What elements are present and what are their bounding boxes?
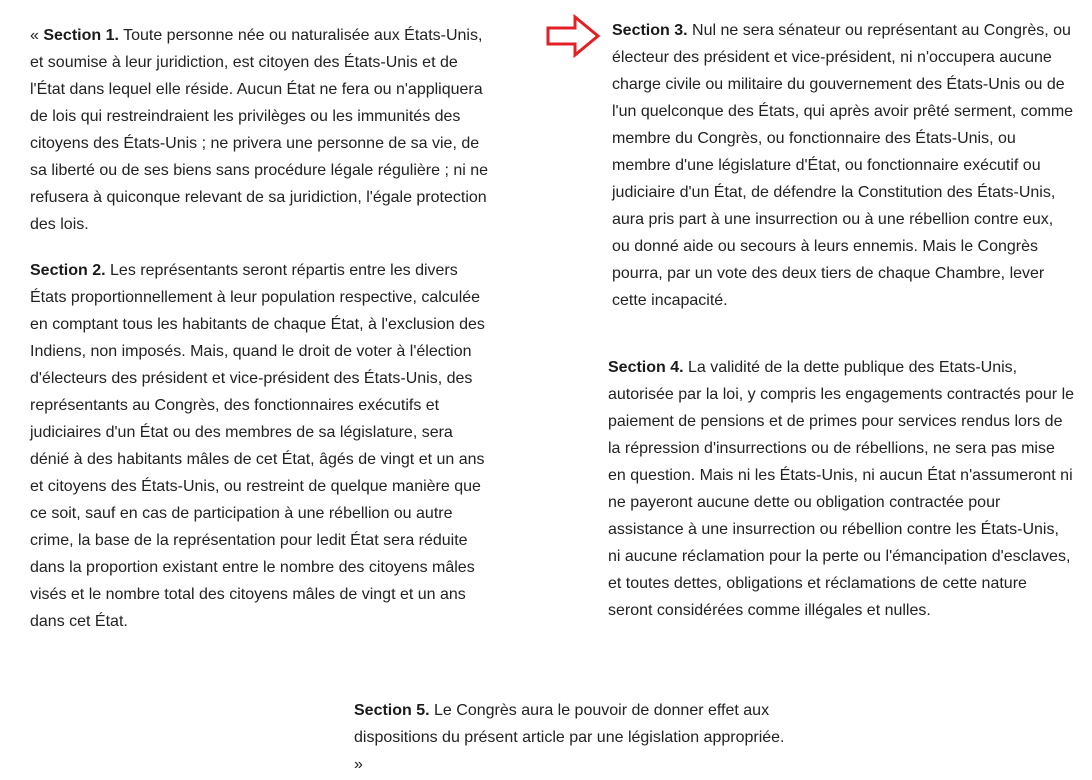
section-3-heading: Section 3. bbox=[612, 22, 688, 39]
closing-quote: » bbox=[354, 756, 363, 773]
opening-quote: « bbox=[30, 27, 44, 44]
section-1-text: Toute personne née ou naturalisée aux États-Unis, et soumise à leur juridiction, est citoyen des États-Unis et de l'État dans lequel elle réside. Aucun État ne fera ou n'appliquera de lois qui restreindraient les privilèges ou les immunités des citoyens des États-Unis ; ne privera une personne de sa vie, de sa liberté ou de ses biens sans procédure légale régulière ; ni ne refusera à quiconque relevant de sa juridiction, l'égale protection des lois. bbox=[30, 27, 489, 233]
section-2-paragraph bbox=[30, 257, 496, 635]
section-5-heading: Section 5. bbox=[354, 702, 430, 719]
section-3-text: Nul ne sera sénateur ou représentant au Congrès, ou électeur des président et vice-président, ni n'occupera aucune charge civile ou militaire du gouvernement des États-Unis ou de l'un quelconque des États, qui après avoir prêté serment, comme membre du Congrès, ou fonctionnaire des États-Unis, ou membre d'une législature d'État, ou fonctionnaire exécutif ou judiciaire d'un État, de défendre la Constitution des États-Unis, aura pris part à une insurrection ou à une rébellion contre eux, ou donné aide ou secours à leurs ennemis. Mais le Congrès pourra, par un vote des deux tiers de chaque Chambre, lever cette incapacité. bbox=[612, 22, 1074, 309]
section-4-heading: Section 4. bbox=[608, 359, 684, 376]
section-2-heading: Section 2. bbox=[30, 262, 106, 279]
section-5-paragraph bbox=[354, 697, 794, 778]
section-1-heading: Section 1. bbox=[43, 27, 119, 44]
section-2-text: Les représentants seront répartis entre les divers États proportionnellement à leur population respective, calculée en comptant tous les habitants de chaque État, à l'exclusion des Indiens, non imposés. Mais, quand le droit de voter à l'élection d'électeurs des président et vice-président des États-Unis, des représentants au Congrès, des fonctionnaires exécutifs et judiciaires d'un État ou des membres de sa législature, sera dénié à des habitants mâles de cet État, âgés de vingt et un ans et citoyens des États-Unis, ou restreint de quelque manière que ce soit, sauf en cas de participation à une rébellion ou autre crime, la base de la représentation pour ledit État sera réduite dans la proportion existant entre le nombre des citoyens mâles visés et le nombre total des citoyens mâles de vingt et un ans dans cet État. bbox=[30, 262, 485, 630]
section-4-paragraph bbox=[608, 354, 1074, 624]
arrow-shape bbox=[548, 17, 598, 55]
section-4-text: La validité de la dette publique des Etats-Unis, autorisée par la loi, y compris les engagements contractés pour le paiement de pensions et de primes pour services rendus lors de la répression d'insurrections ou de rébellions, ne sera pas mise en question. Mais ni les États-Unis, ni aucun État n'assumeront ni ne payeront aucune dette ou obligation contractée pour assistance à une insurrection ou rébellion contre les États-Unis, ni aucune réclamation pour la perte ou l'émancipation d'esclaves, et toutes dettes, obligations et réclamations de cette nature seront considérées comme illégales et nulles. bbox=[608, 359, 1075, 619]
section-1-paragraph bbox=[30, 22, 492, 238]
section-3-paragraph bbox=[612, 17, 1074, 314]
right-arrow-icon bbox=[545, 14, 601, 58]
section-5-text: Le Congrès aura le pouvoir de donner effet aux dispositions du présent article par une législation appropriée. bbox=[354, 702, 785, 746]
